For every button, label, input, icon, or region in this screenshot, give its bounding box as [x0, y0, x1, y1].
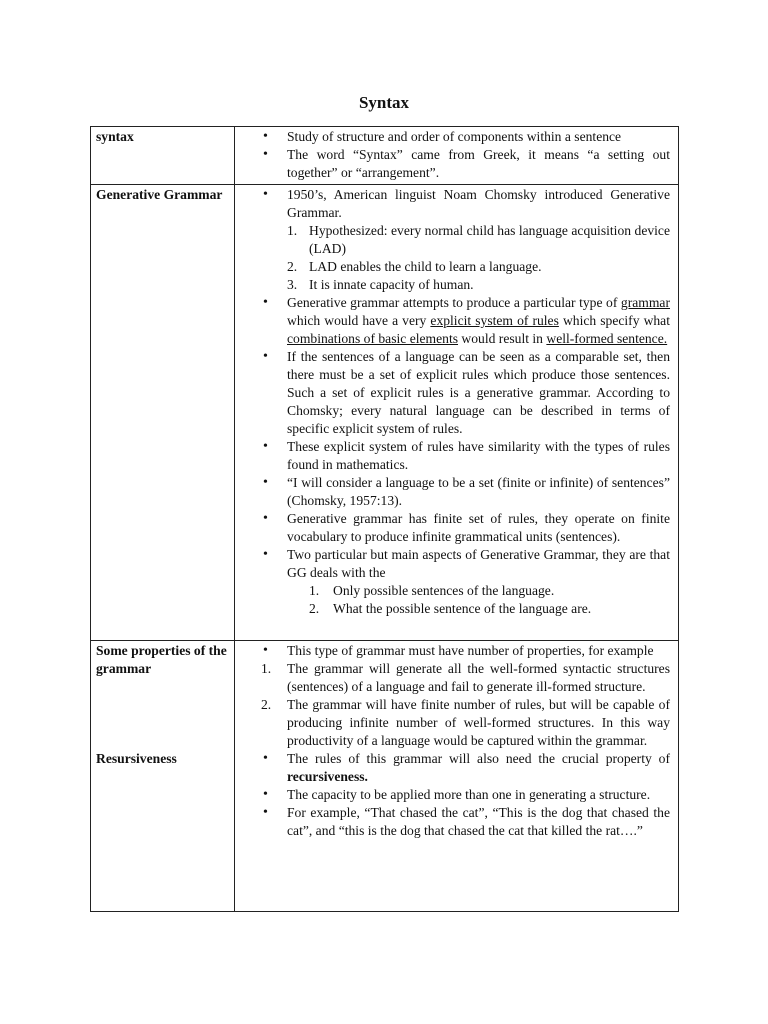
underlined-text: grammar	[620, 295, 670, 310]
underlined-text: combinations of basic elements	[287, 331, 459, 346]
item-number: 2.	[287, 259, 298, 274]
term-cell	[91, 185, 235, 641]
sublist-item	[235, 222, 670, 258]
list-item	[235, 750, 670, 786]
content-cell	[235, 641, 679, 912]
item-text: The grammar will generate all the well-formed syntactic structures (sentences) of a language and fail to generate ill-formed structure.	[287, 661, 670, 694]
sublist-item	[235, 276, 670, 294]
item-text: Two particular but main aspects of Generative Grammar, they are that GG deals with the	[287, 547, 670, 580]
bold-text: recursiveness.	[287, 769, 368, 784]
content-cell	[235, 185, 679, 641]
list-item	[235, 186, 670, 294]
item-text: 1950’s, American linguist Noam Chomsky introduced Generative Grammar.	[287, 187, 670, 220]
list-item: • “I will consider a language to be a set (finite or infinite) of sentences” (Chomsky, 1957:13).	[235, 474, 670, 510]
item-text: What the possible sentence of the language are.	[333, 601, 592, 616]
bullet-list	[235, 642, 670, 660]
numbered-sublist	[287, 582, 670, 618]
list-item: • The word “Syntax” came from Greek, it means “a setting out together” or “arrangement”.	[235, 146, 670, 182]
sublist-item	[235, 258, 670, 276]
list-item: • This type of grammar must have number of properties, for example	[235, 642, 670, 660]
bullet-list	[235, 128, 670, 182]
underlined-text: explicit system of rules	[430, 313, 559, 328]
list-item: • If the sentences of a language can be seen as a comparable set, then there must be a set of explicit rules which produce those sentences. Such a set of explicit rules is a generative grammar. According to Chomsky; every natural language can be described in terms of specific explicit system of rules.	[235, 348, 670, 438]
item-text: Only possible sentences of the language.	[333, 583, 555, 598]
item-text: which would have a very	[287, 313, 431, 328]
item-number: 2.	[261, 697, 272, 712]
sublist-item	[235, 582, 670, 600]
table-row-properties	[91, 641, 679, 912]
item-number: 1.	[261, 661, 272, 676]
numbered-item	[235, 696, 670, 750]
item-number: 1.	[309, 583, 320, 598]
term-resursiveness: Resursiveness	[96, 751, 177, 766]
list-item	[235, 546, 670, 618]
list-item: • For example, “That chased the cat”, “This is the dog that chased the cat”, and “this is the dog that chased the cat that killed the rat….”	[235, 804, 670, 840]
page-title: Syntax	[358, 93, 410, 112]
list-item: • Generative grammar has finite set of rules, they operate on finite vocabulary to produce infinite grammatical units (sentences).	[235, 510, 670, 546]
spacer	[96, 678, 230, 750]
content-cell	[235, 127, 679, 185]
term-generative-grammar: Generative Grammar	[96, 187, 223, 202]
list-item	[235, 294, 670, 348]
item-text: The rules of this grammar will also need the crucial property of	[287, 751, 670, 766]
list-item: • The capacity to be applied more than one in generating a structure.	[235, 786, 670, 804]
item-text: Generative grammar attempts to produce a particular type of	[287, 295, 621, 310]
item-text: which specify what	[558, 313, 670, 328]
item-text: Hypothesized: every normal child has language acquisition device (LAD)	[309, 223, 670, 256]
term-syntax: syntax	[96, 129, 134, 144]
item-number: 2.	[309, 601, 320, 616]
item-text: The grammar will have finite number of rules, but will be capable of producing infinite number of well-formed structures. In this way productivity of a language would be captured within the grammar.	[287, 697, 670, 748]
syntax-table	[90, 126, 679, 912]
term-cell	[91, 127, 235, 185]
item-text: LAD enables the child to learn a language.	[309, 259, 542, 274]
term-cell	[91, 641, 235, 912]
numbered-sublist	[287, 222, 670, 294]
underlined-text: well-formed sentence.	[546, 331, 668, 346]
table-row-generative-grammar	[91, 185, 679, 641]
list-item: • These explicit system of rules have similarity with the types of rules found in mathematics.	[235, 438, 670, 474]
bullet-list	[235, 186, 670, 618]
numbered-item	[235, 660, 670, 696]
term-some-properties: Some properties of the grammar	[96, 643, 227, 676]
item-number: 1.	[287, 223, 298, 238]
numbered-list	[235, 660, 670, 750]
item-text: would result in	[458, 331, 547, 346]
item-text: It is innate capacity of human.	[309, 277, 474, 292]
sublist-item	[235, 600, 670, 618]
bullet-list	[235, 750, 670, 840]
table-row-syntax	[91, 127, 679, 185]
list-item: • Study of structure and order of components within a sentence	[235, 128, 670, 146]
item-number: 3.	[287, 277, 298, 292]
